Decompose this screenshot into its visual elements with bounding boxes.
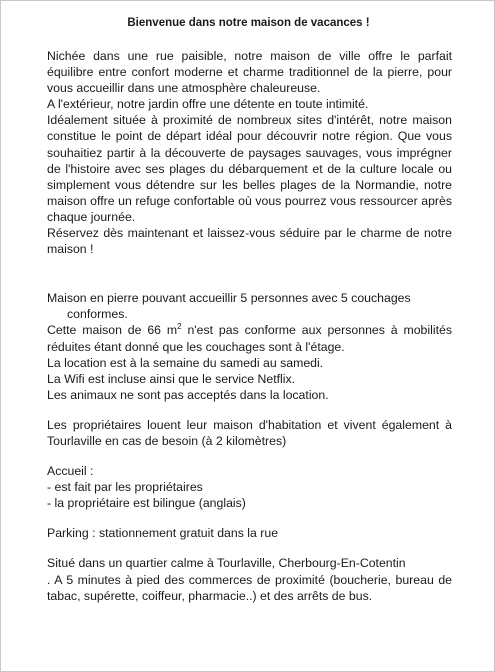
spacer — [47, 511, 452, 525]
spacer — [47, 541, 452, 555]
owners-text: Les propriétaires louent leur maison d'habitation et vivent également à Tourlaville en cas de besoin (à 2 kilomètres) — [47, 417, 452, 448]
document-body — [47, 48, 452, 604]
parking-text: Parking : stationnement gratuit dans la rue — [47, 526, 279, 541]
wifi-text: La Wifi est incluse ainsi que le service Netflix. — [47, 371, 296, 386]
intro-paragraph-4: Réservez dès maintenant et laissez-vous séduire par le charme de notre maison ! — [47, 226, 452, 257]
capacity-line-2: conformes. — [67, 307, 128, 322]
spacer — [47, 449, 452, 463]
welcome-item-1: - est fait par les propriétaires — [47, 480, 203, 495]
welcome-heading: Accueil : — [47, 464, 94, 479]
welcome-item-2: - la propriétaire est bilingue (anglais) — [47, 496, 246, 511]
intro-paragraph-1: Nichée dans une rue paisible, notre maison de ville offre le parfait équilibre entre confort moderne et charme traditionnel de la pierre, pour vous accueillir dans une atmosphère chaleureuse. — [47, 49, 452, 96]
square-superscript: 2 — [177, 322, 182, 332]
location-line-1: Situé dans un quartier calme à Tourlaville, Cherbourg-En-Cotentin — [47, 556, 406, 571]
intro-paragraph-3: Idéalement située à proximité de nombreux sites d'intérêt, notre maison constitue le point de départ idéal pour découvrir notre région. Que vous souhaitiez partir à la découverte de paysages sauvages, vous imprégner de l'histoire avec ses plages du débarquement et de la culture locale ou simplement vous détendre sur les belles plages de la Normandie, notre maison offre un refuge confortable où vous pourrez vous ressourcer après chaque journée. — [47, 113, 452, 224]
intro-paragraph-2: A l'extérieur, notre jardin offre une détente en toute intimité. — [47, 97, 369, 112]
page-title: Bienvenue dans notre maison de vacances ! — [127, 17, 370, 29]
spacer — [47, 403, 452, 417]
mobility-text-b: n'est pas conforme aux personnes à mobilités réduites étant donné que les couchages sont à l'étage. — [47, 323, 452, 354]
mobility-text-a: Cette maison de 66 m — [47, 323, 178, 338]
location-line-2: . A 5 minutes à pied des commerces de proximité (boucherie, bureau de tabac, supérette, coiffeur, pharmacie..) et des arrêts de bus. — [47, 572, 452, 603]
mobility-text — [47, 322, 452, 354]
spacer — [47, 257, 452, 290]
capacity-line-1: Maison en pierre pouvant accueillir 5 personnes avec 5 couchages — [47, 291, 411, 306]
capacity-text — [47, 290, 452, 322]
pets-text: Les animaux ne sont pas acceptés dans la location. — [47, 387, 329, 402]
rental-text: La location est à la semaine du samedi au samedi. — [47, 355, 324, 370]
